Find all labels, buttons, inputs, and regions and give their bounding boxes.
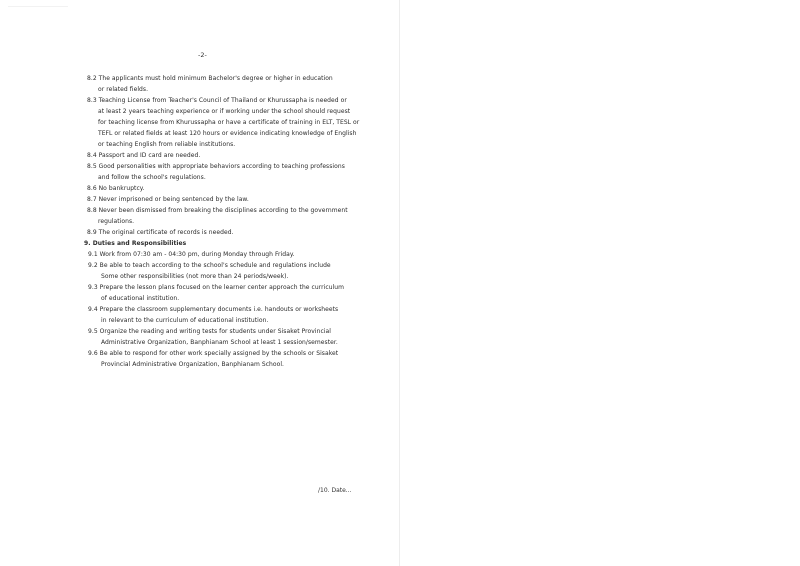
document-line: regulations. [98,218,135,225]
document-line: 9.3 Prepare the lesson plans focused on the learner center approach the curriculum [88,284,345,291]
document-line: Administrative Organization, Banphianam School at least 1 session/semester. [101,339,338,346]
document-line: 8.3 Teaching License from Teacher's Council of Thailand or Khurussapha is needed or [87,97,347,104]
document-line: TEFL or related fields at least 120 hours or evidence indicating knowledge of English [98,130,357,137]
document-line: Some other responsibilities (not more than 24 periods/week). [101,273,289,280]
document-line: 8.7 Never imprisoned or being sentenced by the law. [87,196,249,203]
document-line: Provincial Administrative Organization, Banphianam School. [101,361,285,368]
page-number: -2- [198,51,207,59]
document-line: 8.4 Passport and ID card are needed. [87,152,201,159]
document-line: or teaching English from reliable institutions. [98,141,236,148]
document-line: 9.5 Organize the reading and writing tests for students under Sisaket Provincial [88,328,331,335]
document-line: at least 2 years teaching experience or if working under the school should request [98,108,351,115]
document-line: 9.2 Be able to teach according to the school's schedule and regulations include [88,262,331,269]
document-line: 9.1 Work from 07:30 am - 04:30 pm, during Monday through Friday. [88,251,295,258]
document-line: 8.2 The applicants must hold minimum Bachelor's degree or higher in education [87,75,333,82]
document-line: 9.6 Be able to respond for other work specially assigned by the schools or Sisaket [88,350,339,357]
page-fold-line [399,0,400,566]
continuation-reference: /10. Date... [318,487,352,494]
document-line: 8.9 The original certificate of records is needed. [87,229,234,236]
document-line: in relevant to the curriculum of educational institution. [101,317,269,324]
document-line: 9.4 Prepare the classroom supplementary documents i.e. handouts or worksheets [88,306,339,313]
document-line: 8.6 No bankruptcy. [87,185,145,192]
document-line: for teaching license from Khurussapha or have a certificate of training in ELT, TESL or [98,119,360,126]
document-line: of educational institution. [101,295,180,302]
document-body [84,73,384,370]
document-line: 8.8 Never been dismissed from breaking the disciplines according to the government [87,207,348,214]
document-line: 8.5 Good personalities with appropriate behaviors according to teaching professions [87,163,345,170]
document-line: or related fields. [98,86,149,93]
section-heading: 9. Duties and Responsibilities [84,240,187,247]
scan-artifact [8,6,68,7]
document-line: and follow the school's regulations. [98,174,206,181]
